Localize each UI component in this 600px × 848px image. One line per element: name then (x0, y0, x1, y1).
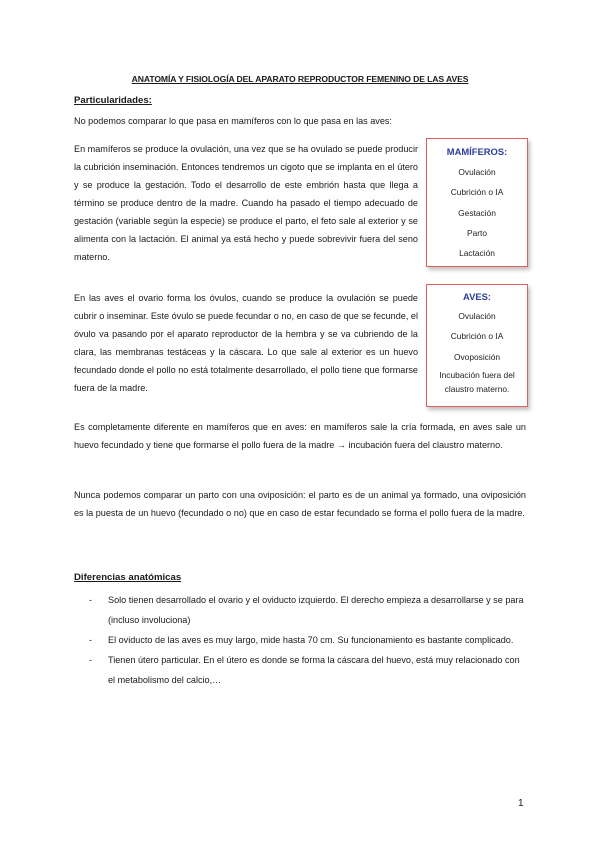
mamiferos-box-item: Gestación (458, 208, 496, 218)
aves-box-item: Ovoposición (453, 352, 501, 362)
aves-box-line: Incubación fuera del (439, 370, 515, 380)
mamiferos-box-item: Lactación (459, 248, 495, 258)
diferencias-list (89, 590, 529, 690)
parto-oviposicion-paragraph: Nunca podemos comparar un parto con una oviposición: el parto es de un animal ya formado, una oviposición es la puesta de un huevo (fecundado o no) que en caso de estar fecundado se forma el pollo fuera de la madre. (74, 490, 526, 518)
page-number: 1 (518, 798, 524, 809)
list-item-text: Solo tienen desarrollado el ovario y el oviducto izquierdo. El derecho empieza a desarrollarse y se para (incluso involuciona) (108, 595, 524, 625)
comparison-paragraph: Es completamente diferente en mamíferos que en aves: en mamíferos sale la cría formada, en aves sale un huevo fecundado y tiene que formarse el pollo fuera de la madre → incubación fuera del claustro materno. (74, 422, 526, 450)
list-item-text: Tienen útero particular. En el útero es donde se forma la cáscara del huevo, está muy relacionado con el metabolismo del calcio,… (108, 655, 520, 685)
mamiferos-paragraph: En mamíferos se produce la ovulación, una vez que se ha ovulado se puede producir la cubrición inseminación. Entonces tendremos un cigoto que se implanta en el útero y se produce la gestación. Todo el desarrollo de este embrión hasta que llega a término se produce dentro de la madre. Cuando ha pasado el tiempo adecuado de gestación (variable según la especie) se produce el parto, el feto sale al exterior y se alimenta con la lactación. El animal ya está hecho y puede sobrevivir fuera del seno materno. (74, 144, 418, 262)
intro-paragraph: No podemos comparar lo que pasa en mamíferos con lo que pasa en las aves: (74, 116, 392, 126)
list-item (89, 650, 529, 690)
mamiferos-box-item: Cubrición o IA (450, 187, 504, 197)
section-heading-particularidades: Particularidades: (74, 95, 152, 106)
aves-box-item: Cubrición o IA (450, 331, 504, 341)
list-item (89, 630, 529, 650)
aves-paragraph: En las aves el ovario forma los óvulos, cuando se produce la ovulación se puede cubrir o inseminar. Este óvulo se puede fecundar o no, en caso de que se fecunde, el óvulo va pasando por el aparato reproductor de la hembra y se va cubriendo de la clara, las membranas testáceas y la cáscara. Lo que sale al exterior es un huevo fecundado donde el pollo no está totalmente desarrollado, el pollo tiene que formarse fuera de la madre. (74, 293, 418, 393)
document-title: ANATOMÍA Y FISIOLOGÍA DEL APARATO REPRODUCTOR FEMENINO DE LAS AVES (131, 74, 469, 84)
aves-box-line: claustro materno. (444, 384, 510, 394)
list-item (89, 590, 529, 630)
list-marker: - (89, 595, 93, 605)
aves-box-item-incubacion (427, 370, 527, 394)
aves-box-item: Ovulación (458, 311, 496, 321)
list-marker: - (89, 655, 93, 665)
mamiferos-box-item: Parto (466, 228, 488, 238)
mamiferos-box-title: MAMÍFEROS: (446, 146, 508, 157)
aves-box-title: AVES: (463, 291, 491, 302)
mamiferos-summary-box (426, 138, 528, 267)
aves-summary-box (426, 284, 528, 407)
list-marker: - (89, 635, 93, 645)
mamiferos-box-item: Ovulación (458, 167, 496, 177)
section-heading-diferencias: Diferencias anatómicas (74, 572, 182, 583)
list-item-text: El oviducto de las aves es muy largo, mide hasta 70 cm. Su funcionamiento es bastante complicado. (108, 635, 514, 645)
